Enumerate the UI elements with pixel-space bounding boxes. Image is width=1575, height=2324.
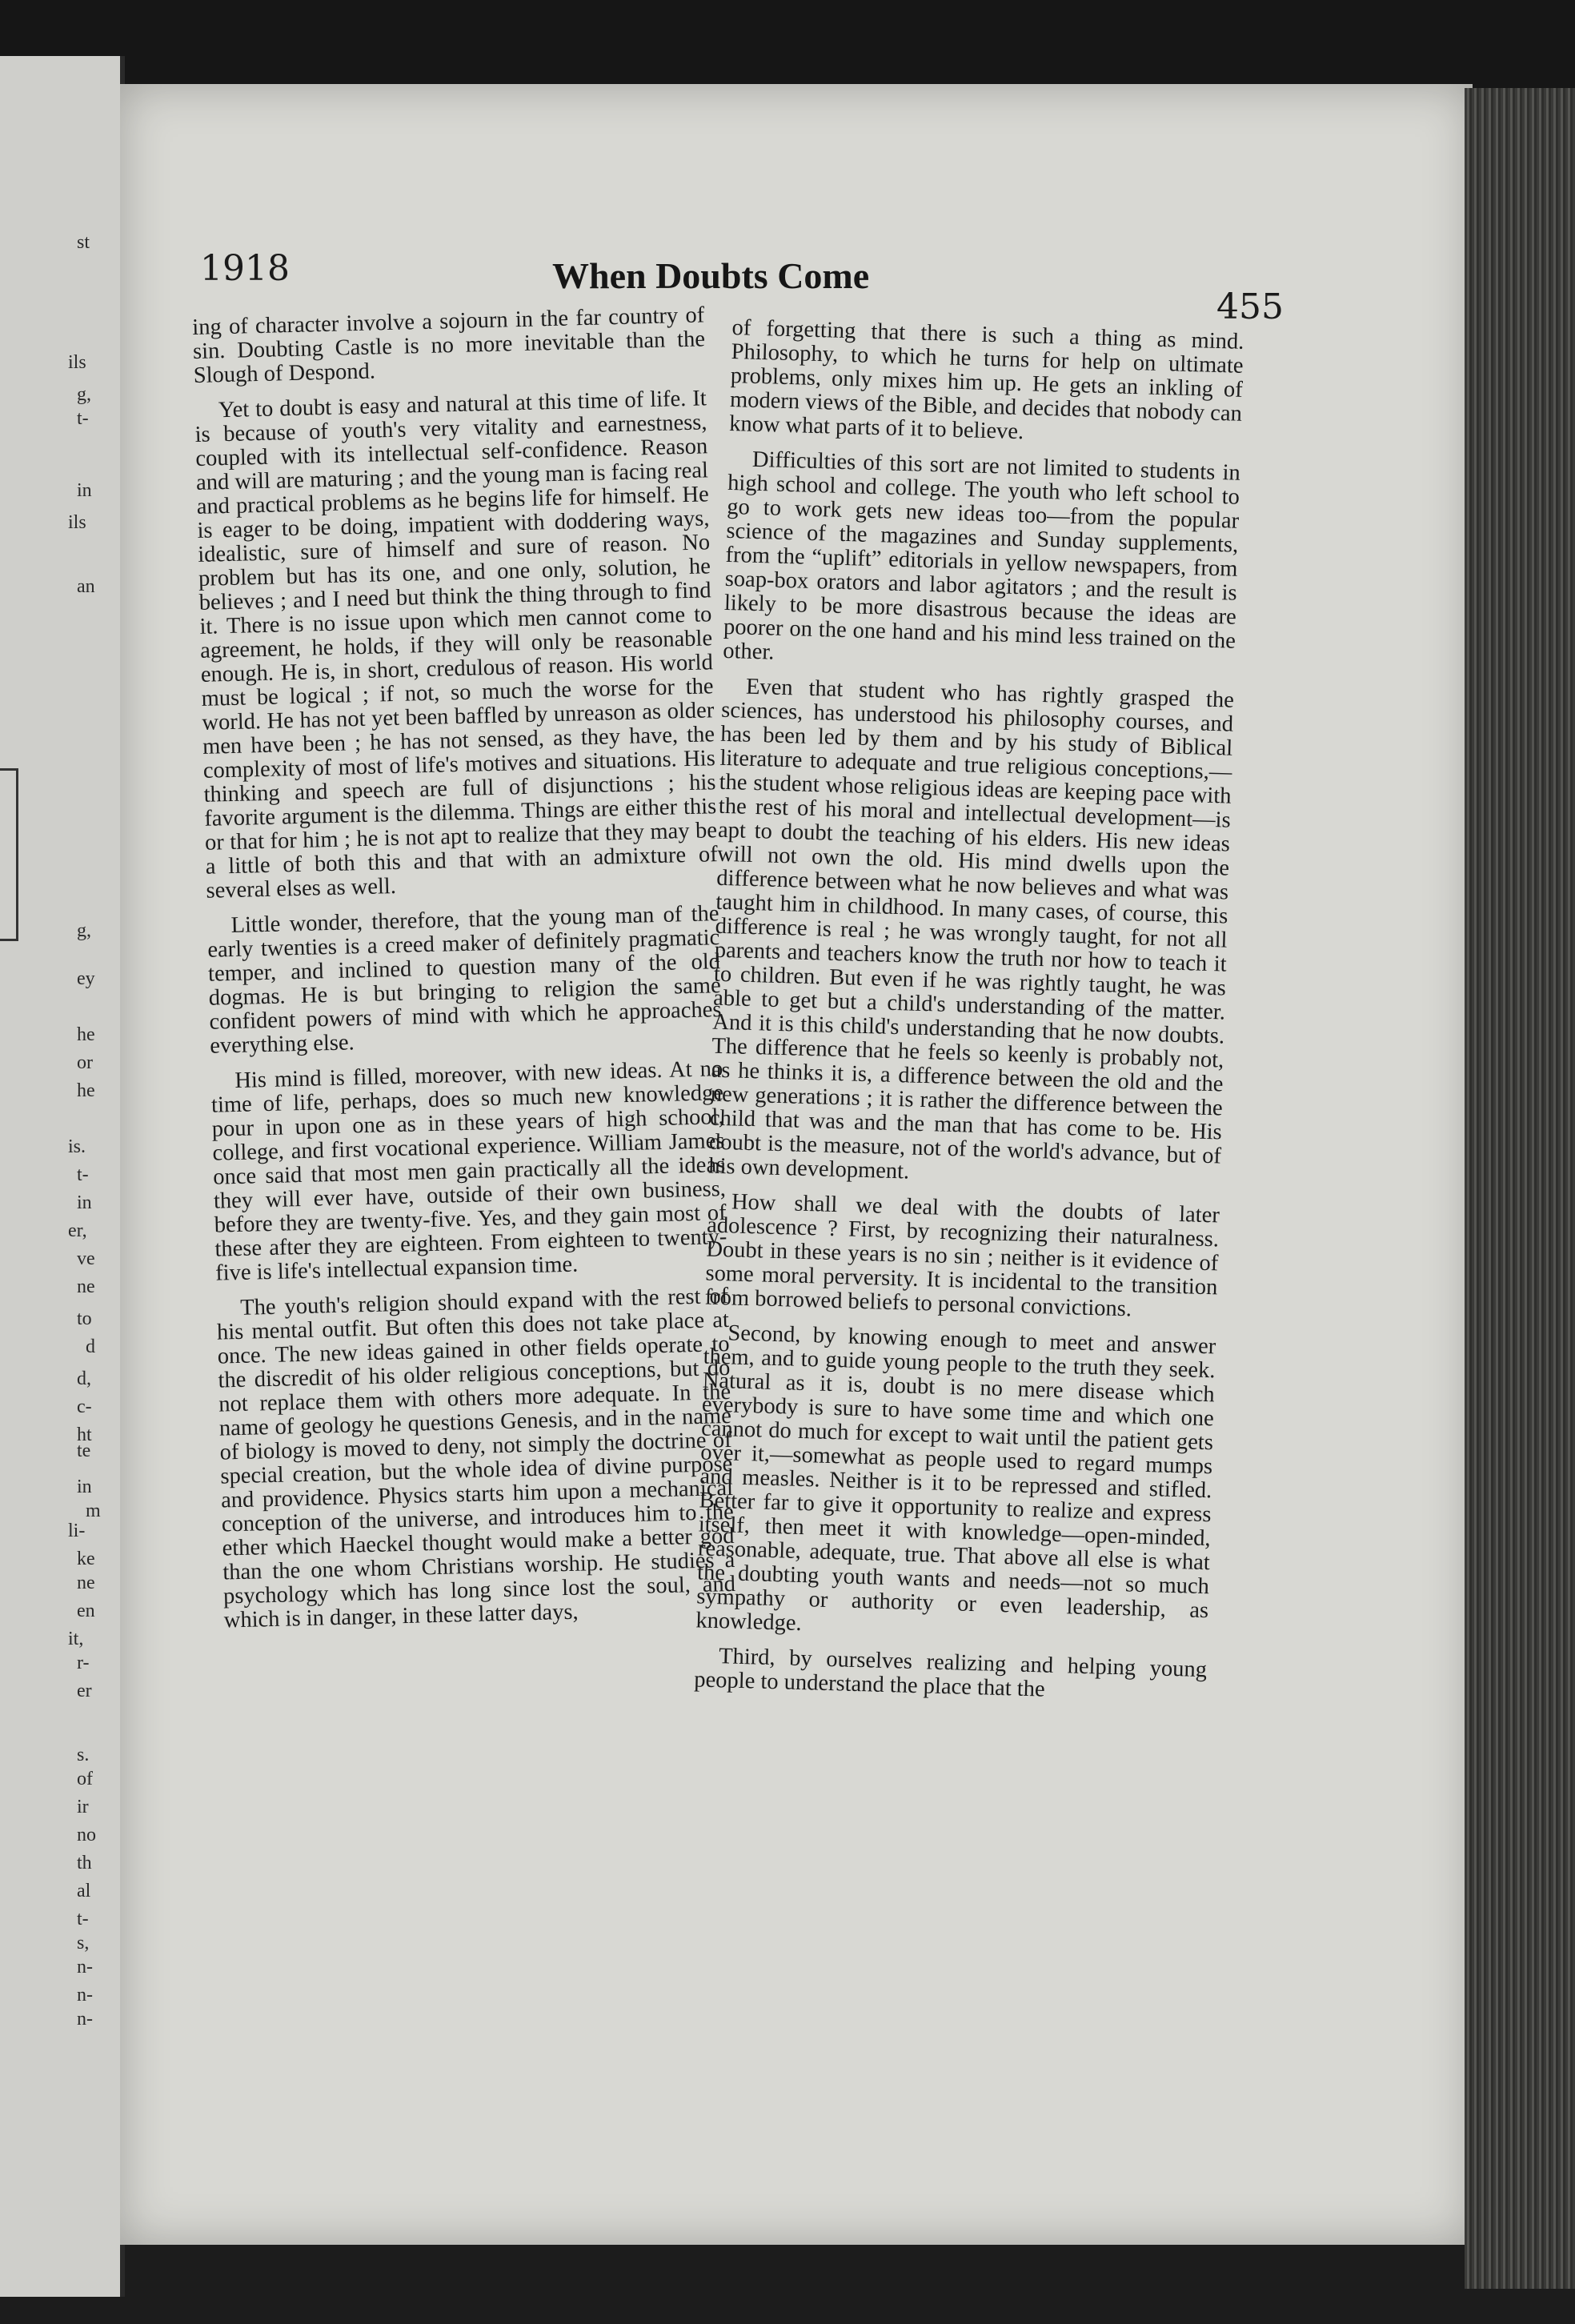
- paragraph: Difficulties of this sort are not limited to students in high school and college. The youth who left school to go to work gets new ideas too—from the popular science of the magazines and Sunday supplements, from the “uplift” editorials in yellow newspapers, from soap-box orators and labor agitators ; and the result is likely to be more disastrous because the ideas are poorer on the one hand and his mind less trained on the other.: [722, 447, 1241, 665]
- facing-page-fragment: d,: [77, 1368, 91, 1389]
- facing-page-fragment: he: [77, 1024, 95, 1045]
- facing-page-fragment: t-: [77, 1164, 89, 1185]
- facing-page-fragment: or: [77, 1052, 93, 1073]
- paragraph: His mind is filled, moreover, with new ideas. At no time of life, perhaps, does so much new knowledge pour in upon one as in these years of high school, college, and first vocational experience. William James once said that most men gain practically all the ideas they will ever have, outside of their own business, before they are twenty-five. Yes, and they gain most of these after they are eighteen. From eighteen to twenty-five is life's intellectual expansion time.: [210, 1056, 727, 1286]
- paragraph: Second, by knowing enough to meet and answer them, and to guide young people to the truth they seek. Natural as it is, doubt is no mere disease which everybody is sure to have some time and which one cannot do much for except to wait until the patient gets over it,—somewhat as people used to regard mumps and measles. Neither is it to be repressed and stifled. Better far to give it opportunity to realize and express itself, then meet it with knowledge—open-minded, reasonable, adequate, true. That above all else is what the doubting youth wants and needs—not so much sympathy or authority or even leadership, as knowledge.: [695, 1320, 1216, 1637]
- facing-page-fragment: d: [86, 1336, 95, 1357]
- scan-background: [0, 0, 1575, 88]
- facing-page-fragment: en: [77, 1601, 95, 1621]
- paragraph: Little wonder, therefore, that the young man of the early twenties is a creed maker of definitely pragmatic temper, and inclined to question many of the old dogmas. He is but bringing to religion the same confident powers of mind with which he approaches everything else.: [206, 901, 722, 1059]
- facing-page-fragment: is.: [68, 1136, 86, 1157]
- facing-page-fragment: s,: [77, 1933, 90, 1953]
- facing-page-box-rule: [0, 768, 18, 941]
- facing-page-fragment: in: [77, 1192, 92, 1213]
- facing-page-fragment: r-: [77, 1653, 90, 1673]
- paragraph: How shall we deal with the doubts of later adolescence ? First, by recognizing their naturalness. Doubt in these years is no sin ; neither is it evidence of some moral perversity. It is incidental to the transition from borrowed beliefs to personal convictions.: [704, 1189, 1220, 1322]
- facing-page-fragment: ke: [77, 1549, 95, 1569]
- facing-page-fragment: ht: [77, 1424, 92, 1445]
- facing-page-fragment: er,: [68, 1220, 87, 1241]
- facing-page-fragment: in: [77, 1477, 92, 1497]
- header-year: 1918: [200, 248, 290, 289]
- page-number: 455: [1216, 286, 1284, 327]
- facing-page-fragment: he: [77, 1080, 95, 1101]
- facing-page-fragment: of: [77, 1769, 93, 1789]
- facing-page-fragment: it,: [68, 1629, 84, 1649]
- facing-page-fragment: ve: [77, 1248, 95, 1269]
- paragraph: The youth's religion should expand with the rest of his mental outfit. But often this does not take place at once. The new ideas gained in other fields operate to the discredit of his older religious conceptions, but do not replace them with others more adequate. In the name of geology he questions Genesis, and in the name of biology is moved to deny, not simply the doctrine of special creation, but the whole idea of divine purpose and providence. Physics starts him upon a mechanical conception of the universe, and introduces him to the ether which Haeckel thought would make a better god than the one whom Christians worship. He studies a psychology which has long since lost the soul, and which is in danger, in these latter days,: [216, 1283, 736, 1633]
- facing-page-fragment: g,: [77, 920, 91, 941]
- facing-page-fragment: n-: [77, 1957, 93, 1977]
- facing-page-fragment: c-: [77, 1396, 92, 1417]
- facing-page-fragment: ne: [77, 1573, 95, 1593]
- running-head: [200, 240, 1284, 327]
- facing-page-fragment: ey: [77, 968, 95, 989]
- text-column-left: [192, 303, 736, 1644]
- facing-page-fragment: an: [77, 576, 95, 597]
- facing-page-fragment: st: [77, 232, 90, 253]
- facing-page-fragment: t-: [77, 408, 89, 429]
- facing-page-fragment: al: [77, 1881, 91, 1901]
- facing-page-fragment: no: [77, 1825, 96, 1845]
- paragraph: Even that student who has rightly grasped the sciences, has understood his philosophy courses, and has been led by them and by his study of Biblical literature to adequate and true religious conceptions,—the student whose religious ideas are keeping pace with the rest of his moral and intellectual development—is apt to doubt the teaching of his elders. His new ideas will not own the old. His mind dwells upon the difference between what he now believes and what was taught him in childhood. In many cases, of course, this difference is real ; he was wrongly taught, for not all parents and teachers know the truth nor how to teach it to children. But even if he was rightly taught, he was able to get but a child's understanding of the matter. And it is this child's understanding that he now doubts. The difference that he feels so keenly is probably not, as he thinks it is, a difference between the old and the new generations ; it is rather the difference between the child that was and the man that has come to be. His doubt is the measure, not of the world's advance, but of his own development.: [707, 674, 1235, 1184]
- paragraph: ing of character involve a sojourn in the far country of sin. Doubting Castle is no more inevitable than the Slough of Despond.: [191, 303, 706, 388]
- facing-page-fragment: g,: [77, 384, 91, 405]
- facing-page-fragment: t-: [77, 1909, 89, 1929]
- facing-page-edge: [0, 56, 125, 2297]
- facing-page-fragment: s.: [77, 1745, 90, 1765]
- text-column-right: [694, 316, 1244, 1717]
- facing-page-fragment: n-: [77, 2009, 93, 2029]
- facing-page-fragment: ils: [68, 512, 86, 533]
- facing-page-fragment: ne: [77, 1276, 95, 1297]
- facing-page-fragment: n-: [77, 1985, 93, 2005]
- facing-page-fragment: er: [77, 1681, 92, 1701]
- page-title: When Doubts Come: [552, 255, 870, 296]
- facing-page-fragment: ils: [68, 352, 86, 373]
- facing-page-fragment: te: [77, 1440, 91, 1461]
- page-block-edge: [1465, 88, 1575, 2289]
- paragraph: Yet to doubt is easy and natural at this time of life. It is because of youth's very vitality and earnestness, coupled with its intellectual self-confidence. Reason and will are maturing ; and the young man is facing real and practical problems as he begins life for himself. He is eager to be doing, impatient with doddering ways, idealistic, sure of himself and sure of reason. No problem but has its one, and one only, solution, he believes ; and I need but think the thing through to find it. There is no issue upon which men cannot come to agreement, he holds, if they will only be reasonable enough. He is, in short, credulous of reason. His world must be logical ; if not, so much the worse for the world. He has not yet been baffled by unreason as older men have been ; he has not sensed, as they have, the complexity of most of life's motives and situations. His thinking and speech are full of disjunctions ; his favorite argument is the dilemma. Things are either this or that for him ; he is not apt to realize that they may be a little of both this and that with an admixture of several elses as well.: [194, 386, 719, 904]
- facing-page-fragment: to: [77, 1308, 92, 1329]
- facing-page-fragment: li-: [68, 1521, 86, 1541]
- facing-page-fragment: in: [77, 480, 92, 501]
- facing-page-fragment: m: [86, 1501, 101, 1521]
- paragraph: of forgetting that there is such a thing as mind. Philosophy, to which he turns for help on ultimate problems, only mixes him up. He gets an inkling of modern views of the Bible, and decides that nobody can know what parts of it to believe.: [728, 315, 1244, 445]
- facing-page-fragment: ir: [77, 1797, 89, 1817]
- facing-page-fragment: th: [77, 1853, 92, 1873]
- paragraph: Third, by ourselves realizing and helping young people to understand the place that the: [693, 1644, 1208, 1702]
